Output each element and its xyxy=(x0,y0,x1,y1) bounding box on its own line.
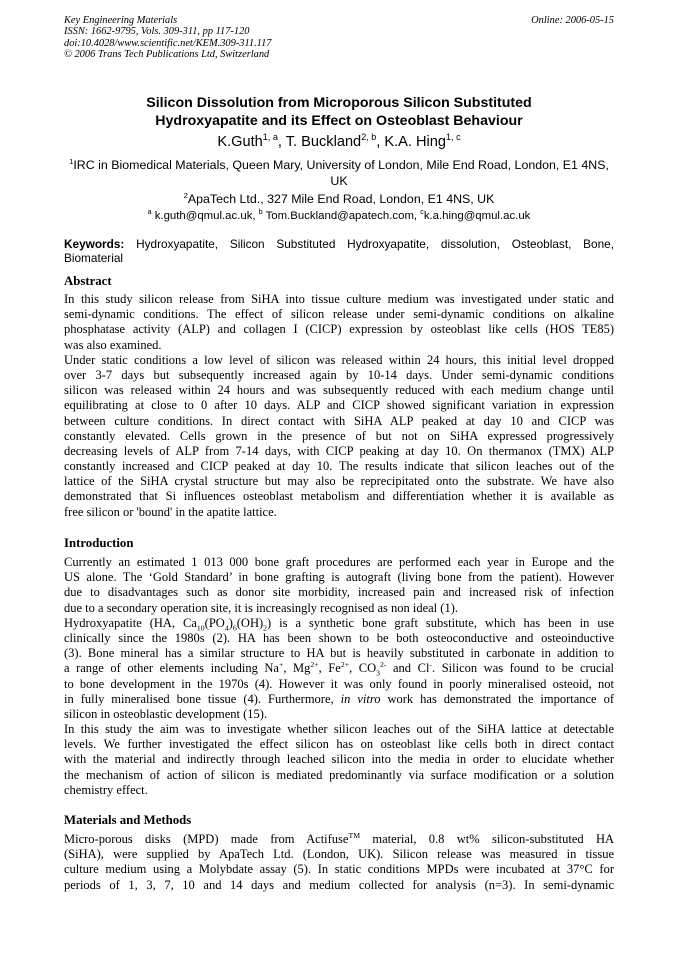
methods-line: Micro-porous disks (MPD) made from Actifuse™ material, 0.8 wt% silicon-substituted HA xyxy=(64,832,614,846)
abstract-heading: Abstract xyxy=(64,274,112,288)
intro-line: with the material and indirectly through leached silicon into the media in order to elucidate whether xyxy=(64,752,614,767)
abstract-line: silicon was released within 24 hours and was subsequently reduced with each medium change until xyxy=(64,383,614,398)
author-3-affiliation: 1, c xyxy=(446,132,461,143)
intro-line: due to disadvantages such as donor site morbidity, increased pain and increased risk of infection xyxy=(64,585,614,600)
affiliation-1-line-1: IRC in Biomedical Materials, Queen Mary, University of London, Mile End Road, London, E1 4NS, xyxy=(73,158,609,172)
intro-line: clinically since the 1980s (2). HA has been shown to be both osteoconductive and osteoinductive xyxy=(64,630,614,645)
author-1-affiliation: 1, a xyxy=(262,132,278,143)
keywords-label: Keywords: xyxy=(64,237,125,251)
online-date: Online: 2006-05-15 xyxy=(531,15,614,26)
doi: doi:10.4028/www.scientific.net/KEM.309-311.117 xyxy=(64,37,272,49)
abstract-body xyxy=(64,292,614,520)
intro-line: In this study the aim was to investigate whether silicon leaches out of the SiHA lattice at detectable xyxy=(64,722,614,737)
email-c-marker: c xyxy=(420,209,424,217)
abstract-line: Under static conditions a low level of silicon was released within 24 hours, this initial level dropped xyxy=(64,352,614,367)
email-b: Tom.Buckland@apatech.com, xyxy=(262,210,421,222)
author-3: , K.A. Hing xyxy=(376,134,447,150)
abstract-line: In this study silicon release from SiHA into tissue culture medium was investigated under static and xyxy=(64,292,614,306)
introduction-heading: Introduction xyxy=(64,536,134,550)
author-emails xyxy=(64,209,614,225)
email-a: k.guth@qmul.ac.uk, xyxy=(151,210,259,222)
intro-line: US alone. The ‘Gold Standard’ in bone grafting is autograft (living bone from the patient). However xyxy=(64,570,614,585)
abstract-line: over 3-7 days but subsequently increased again by 10-14 days. Under semi-dynamic conditions xyxy=(64,367,614,382)
methods-heading: Materials and Methods xyxy=(64,813,192,827)
author-1: K.Guth xyxy=(217,134,263,150)
abstract-line: free silicon or 'bound' in the apatite lattice. xyxy=(64,504,277,519)
issn: ISSN: 1662-9795, Vols. 309-311, pp 117-120 xyxy=(64,26,250,38)
paper-title xyxy=(64,95,614,130)
affiliation-2-text: ApaTech Ltd., 327 Mile End Road, London, E1 4NS, UK xyxy=(187,192,495,206)
journal-name: Key Engineering Materials xyxy=(64,15,178,26)
intro-line: due to a secondary operation site, it is increasingly recognised as non ideal (1). xyxy=(64,600,458,615)
abstract-line: lattice of the SiHA crystal structure but may also be reprecipitated onto the substrate. We have also xyxy=(64,474,614,489)
abstract-line: equilibrating at close to 0 after 10 days. ALP and CICP showed significant variation in expression xyxy=(64,398,614,413)
keywords-text: Hydroxyapatite, Silicon Substituted Hydroxyapatite, dissolution, Osteoblast, Bone, Biomaterial xyxy=(64,237,614,265)
abstract-line: constantly increased and CICP peaked at day 10. The results indicate that silicon leaches out of the xyxy=(64,459,614,474)
author-2-affiliation: 2, b xyxy=(361,132,377,143)
keywords xyxy=(64,238,614,266)
intro-line: the mechanism of action of silicon is mediated predominantly via surface modification or a solution xyxy=(64,767,614,782)
abstract-line: decreasing levels of ALP from 7-14 days, with CICP peaking at day 10. On thermanox (TMX) ALP xyxy=(64,443,614,458)
abstract-line: between culture conditions. In direct contact with SiHA ALP peaked at day 10 and CICP was xyxy=(64,413,614,428)
methods-line: culture medium using a Molybdate assay (5). In static conditions MPDs were incubated at 37°C for xyxy=(64,862,614,877)
intro-line: chemistry effect. xyxy=(64,782,148,797)
methods-line: periods of 1, 3, 7, 10 and 14 days and medium collected for analysis (n=3). In semi-dynamic xyxy=(64,877,614,892)
affiliation-2-marker: 2 xyxy=(183,190,188,200)
affiliation-2 xyxy=(64,192,614,208)
author-list xyxy=(64,133,614,151)
methods-body xyxy=(64,832,614,893)
abstract-line: constantly elevated. Cells grown in the presence of but not on SiHA expressed progressively xyxy=(64,428,614,443)
affiliation-1 xyxy=(64,158,614,189)
title-line-2: Hydroxyapatite and its Effect on Osteoblast Behaviour xyxy=(155,112,523,129)
title-line-1: Silicon Dissolution from Microporous Silicon Substituted xyxy=(146,95,532,111)
email-a-marker: a xyxy=(147,209,152,217)
abstract-line: demonstrated that Si influences osteoblast metabolism and differentiation whether it is available as xyxy=(64,489,614,504)
intro-line: silicon in osteoblastic development (15). xyxy=(64,706,268,721)
email-c: k.a.hing@qmul.ac.uk xyxy=(423,210,531,222)
abstract-line: was also examined. xyxy=(64,337,162,352)
affiliation-1-line-2: UK xyxy=(330,173,348,188)
author-2: , T. Buckland xyxy=(277,134,362,150)
affiliation-1-marker: 1 xyxy=(69,156,74,166)
abstract-line: phosphatase activity (ALP) and collagen I (CICP) expression by osteoblast like cells (HOS TE85) xyxy=(64,322,614,337)
intro-line: levels. We further investigated the effect silicon has on osteoblast like cells both in direct contact xyxy=(64,737,614,752)
intro-line-ions: a range of other elements including Na+, $Mg^{2+}$, $Fe^{2+}$, $CO_3^{2-}$ and Cl-. Silicon was found to be crucial xyxy=(64,661,614,677)
intro-line: in fully mineralised bone tissue (4). Furthermore, in vitro work has demonstrated the importance of xyxy=(64,691,614,706)
intro-line: to bone development in the 1970s (4). However it was only found in poorly mineralised osteoid, not xyxy=(64,676,614,691)
copyright: © 2006 Trans Tech Publications Ltd, Switzerland xyxy=(64,49,270,61)
journal-header xyxy=(64,15,272,61)
introduction-body xyxy=(64,555,614,798)
intro-line-formula: Hydroxyapatite (HA, $Ca_{10}(PO_4)_6(OH)_2$) is a synthetic bone graft substitute, which has been in use xyxy=(64,615,614,631)
email-b-marker: b xyxy=(258,209,263,217)
methods-line: (SiHA), were supplied by ApaTech Ltd. (London, UK). Silicon release was measured in tissue xyxy=(64,847,614,862)
intro-line: (3). Bone mineral has a similar structure to HA but is heavily substituted in carbonate in addition to xyxy=(64,646,614,661)
intro-line: Currently an estimated 1 013 000 bone graft procedures are performed each year in Europe and the xyxy=(64,555,614,569)
abstract-line: semi-dynamic conditions. The effect of silicon release under semi-dynamic conditions on alkaline xyxy=(64,307,614,322)
